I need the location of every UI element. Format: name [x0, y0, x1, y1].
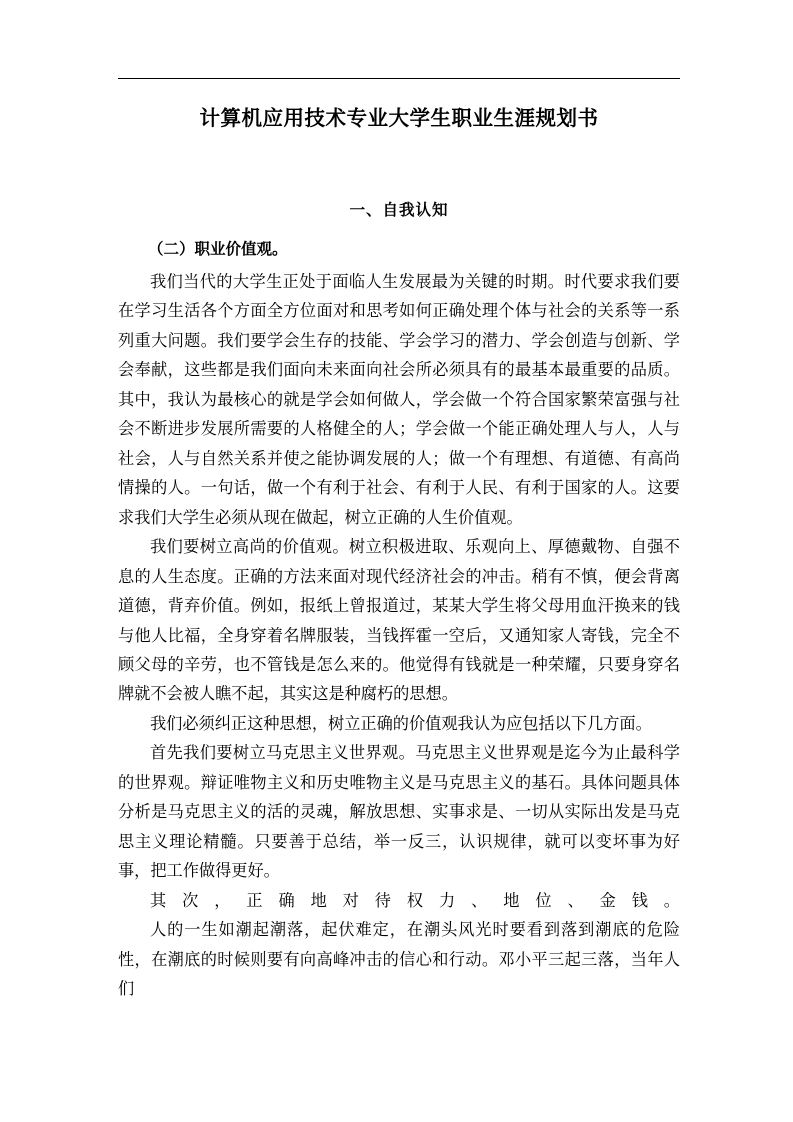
paragraph-4: 首先我们要树立马克思主义世界观。马克思主义世界观是迄今为止最科学的世界观。辩证唯物主义和历史唯物主义是马克思主义的基石。具体问题具体分析是马克思主义的活的灵魂，解放思想、实事求是、一切从实际出发是马克思主义理论精髓。只要善于总结，举一反三，认识规律，就可以变坏事为好事，把工作做得更好。	[118, 744, 680, 881]
paragraph-5: 其次，正确地对待权力、地位、金钱。	[150, 891, 680, 910]
paragraph-2: 我们要树立高尚的价值观。树立积极进取、乐观向上、厚德戴物、自强不息的人生态度。正确的方法来面对现代经济社会的冲击。稍有不慎，便会背离道德，背弃价值。例如，报纸上曾报道过，某某大学生将父母用血汗换来的钱与他人比福，全身穿着名牌服装，当钱挥霍一空后，又通知家人寄钱，完全不顾父母的辛劳，也不管钱是怎么来的。他觉得有钱就是一种荣耀，只要身穿名牌就不会被人瞧不起，其实这是种腐朽的思想。	[118, 538, 680, 704]
section-heading: 一、自我认知	[349, 201, 449, 219]
paragraph-3: 我们必须纠正这种思想，树立正确的价值观我认为应包括以下几方面。	[150, 714, 652, 733]
paragraph-1: 我们当代的大学生正处于面临人生发展最为关键的时期。时代要求我们要在学习生活各个方面全方位面对和思考如何正确处理个体与社会的关系等一系列重大问题。我们要学会生存的技能、学会学习的潜力、学会创造与创新、学会奉献，这些都是我们面向未来面向社会所必须具有的最基本最重要的品质。其中，我认为最核心的就是学会如何做人，学会做一个符合国家繁荣富强与社会不断进步发展所需要的人格健全的人；学会做一个能正确处理人与人，人与社会，人与自然关系并使之能协调发展的人；做一个有理想、有道德、有高尚情操的人。一句话，做一个有利于社会、有利于人民、有利于国家的人。这要求我们大学生必须从现在做起，树立正确的人生价值观。	[118, 272, 680, 527]
page-title: 计算机应用技术专业大学生职业生涯规划书	[199, 108, 599, 130]
header-rule	[118, 78, 680, 79]
paragraph-6: 人的一生如潮起潮落，起伏难定，在潮头风光时要看到落到潮底的危险性，在潮底的时候则要有向高峰冲击的信心和行动。邓小平三起三落，当年人们	[118, 921, 680, 999]
document-content	[118, 78, 680, 1005]
sub-heading: （二）职业价值观。	[148, 240, 288, 258]
